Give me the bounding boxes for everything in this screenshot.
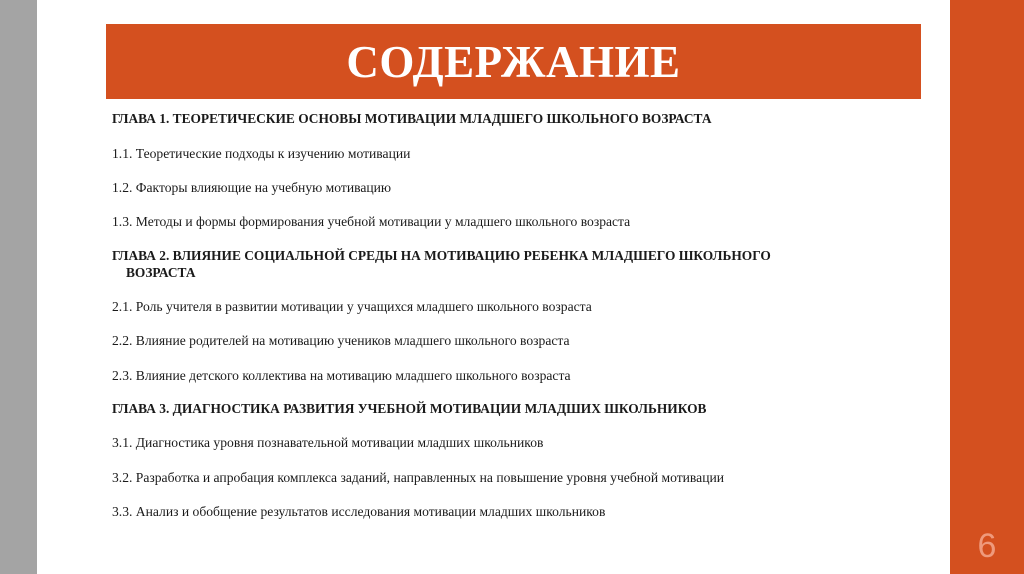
page-title: СОДЕРЖАНИЕ xyxy=(346,36,681,87)
toc-section-3-2: 3.2. Разработка и апробация комплекса заданий, направленных на повышение уровня учебной мотивации xyxy=(112,470,725,485)
toc-chapter-2-line-2: ВОЗРАСТА xyxy=(126,265,196,280)
toc-chapter-2-line-1: ГЛАВА 2. ВЛИЯНИЕ СОЦИАЛЬНОЙ СРЕДЫ НА МОТИВАЦИЮ РЕБЕНКА МЛАДШЕГО ШКОЛЬНОГО xyxy=(112,248,771,263)
toc-section-2-2: 2.2. Влияние родителей на мотивацию учеников младшего школьного возраста xyxy=(112,333,570,348)
toc-section-2-1: 2.1. Роль учителя в развитии мотивации у учащихся младшего школьного возраста xyxy=(112,299,592,314)
toc-chapter-1: ГЛАВА 1. ТЕОРЕТИЧЕСКИЕ ОСНОВЫ МОТИВАЦИИ МЛАДШЕГО ШКОЛЬНОГО ВОЗРАСТА xyxy=(112,111,712,126)
toc-chapter-3: ГЛАВА 3. ДИАГНОСТИКА РАЗВИТИЯ УЧЕБНОЙ МОТИВАЦИИ МЛАДШИХ ШКОЛЬНИКОВ xyxy=(112,401,707,416)
toc-section-1-2: 1.2. Факторы влияющие на учебную мотивацию xyxy=(112,180,392,195)
toc-section-1-1: 1.1. Теоретические подходы к изучению мотивации xyxy=(112,146,411,161)
toc-section-3-1: 3.1. Диагностика уровня познавательной мотивации младших школьников xyxy=(112,435,544,450)
toc-section-3-3: 3.3. Анализ и обобщение результатов исследования мотивации младших школьников xyxy=(112,504,606,519)
slide-number: 6 xyxy=(977,527,997,565)
toc-section-2-3: 2.3. Влияние детского коллектива на мотивацию младшего школьного возраста xyxy=(112,368,571,383)
title-banner xyxy=(106,24,921,99)
left-side-bar xyxy=(0,0,37,574)
right-side-bar xyxy=(950,0,1024,574)
toc-section-1-3: 1.3. Методы и формы формирования учебной мотивации у младшего школьного возраста xyxy=(112,214,631,229)
